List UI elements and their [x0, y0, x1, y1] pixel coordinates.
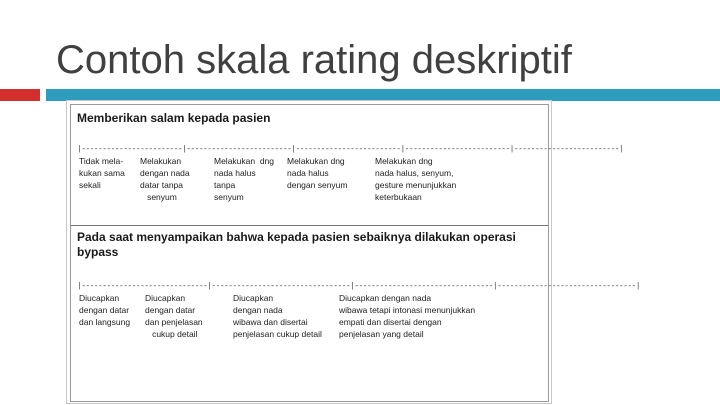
scale2-title: Pada saat menyampaikan bahwa kepada pasien sebaiknya dilakukan operasi bypass [77, 230, 516, 259]
section-separator [71, 225, 548, 226]
scale1-option-4: Melakukan dng nada halus dengan senyum [287, 156, 348, 190]
slide-title: Contoh skala rating deskriptif [56, 38, 572, 82]
scale2-option-1: Diucapkan dengan datar dan langsung [79, 293, 131, 327]
scale1-option-2: Melakukan dengan nada datar tanpa senyum [140, 156, 190, 202]
scale1-option-5: Melakukan dng nada halus, senyum, gesture menunjukkan keterbukaan [375, 156, 457, 202]
scale2-line: |------------------------------|---------------------------------|---------------------------------|---------------------------------| [77, 282, 640, 291]
accent-bar-red [0, 89, 40, 101]
scale2-option-2: Diucapkan dengan datar dan penjelasan cukup detail [145, 293, 203, 339]
scale2-option-4: Diucapkan dengan nada wibawa tetapi intonasi menunjukkan empati dan disertai dengan penjelasan yang detail [339, 293, 476, 339]
scale1-option-3: Melakukan dng nada halus tanpa senyum [214, 156, 275, 202]
scale1-line: |------------------------|-------------------------|-------------------------|-------------------------|-------------------------| [77, 145, 624, 154]
scale2-option-3: Diucapkan dengan nada wibawa dan disertai penjelasan cukup detail [233, 293, 322, 339]
rating-scale-image [70, 104, 640, 402]
scale1-title: Memberikan salam kepada pasien [77, 111, 271, 125]
scale1-option-1: Tidak mela- kukan sama sekali [79, 156, 125, 190]
